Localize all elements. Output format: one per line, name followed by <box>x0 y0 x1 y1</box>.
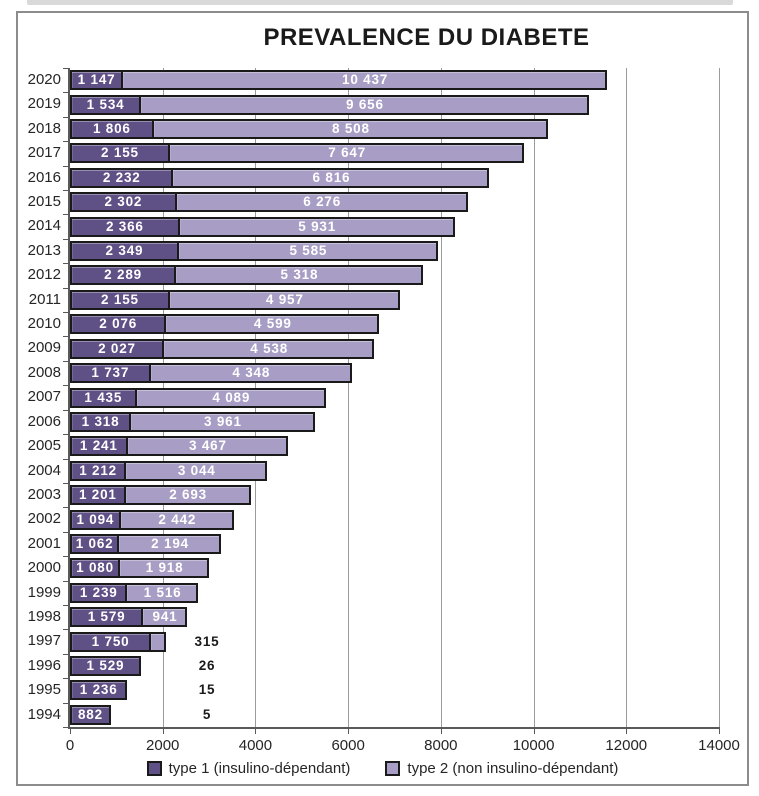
y-axis-tick <box>63 581 69 582</box>
y-axis-tick <box>63 459 69 460</box>
bar-value-type2-2000: 1 918 <box>145 560 184 576</box>
y-axis-label-2007: 2007 <box>27 388 61 406</box>
bar-value-type1-1998: 1 579 <box>87 609 126 625</box>
y-axis-label-1997: 1997 <box>27 632 61 650</box>
y-axis-tick <box>63 507 69 508</box>
y-axis-tick <box>63 68 69 69</box>
window-edge-strip <box>27 0 733 5</box>
y-axis-tick <box>63 361 69 362</box>
bar-value-type1-2011: 2 155 <box>101 291 139 307</box>
gridline-10000 <box>534 68 535 727</box>
bar-value-type1-2018: 1 806 <box>92 121 131 137</box>
bar-value-type1-2016: 2 232 <box>102 169 141 185</box>
bar-value-type2-2006: 3 961 <box>204 413 242 429</box>
bar-value-type1-2019: 1 534 <box>86 96 125 112</box>
legend-label-type1: type 1 (insulino-dépendant) <box>168 760 351 777</box>
bar-value-type2-2002: 2 442 <box>158 511 197 527</box>
x-axis-line <box>68 727 720 729</box>
bar-value-type1-1997: 1 750 <box>91 633 130 649</box>
bar-value-type2-2020: 10 437 <box>342 72 389 88</box>
x-axis-tick-10000 <box>534 729 535 734</box>
bar-value-type1-2017: 2 155 <box>101 145 139 161</box>
x-axis-tick-14000 <box>719 729 720 734</box>
chart-legend <box>18 760 747 777</box>
bar-value-type2-2013: 5 585 <box>289 243 328 259</box>
type1-color-swatch-icon <box>147 761 162 776</box>
y-axis-label-1994: 1994 <box>27 705 61 723</box>
y-axis-tick <box>63 654 69 655</box>
bar-value-type1-2014: 2 366 <box>105 218 144 234</box>
y-axis-tick <box>63 239 69 240</box>
bar-value-type1-2000: 1 080 <box>76 560 114 576</box>
bar-value-type1-1994: 882 <box>77 706 103 722</box>
bar-value-type1-2007: 1 435 <box>84 389 123 405</box>
plot-area <box>27 68 740 754</box>
y-axis-tick <box>63 727 69 728</box>
y-axis-label-2019: 2019 <box>27 95 61 113</box>
y-axis-tick <box>63 410 69 411</box>
bar-value-type1-2009: 2 027 <box>98 340 136 356</box>
bar-value-type2-1994: 5 <box>202 706 212 722</box>
y-axis-tick <box>63 678 69 679</box>
x-axis-label-6000: 6000 <box>331 737 365 754</box>
x-axis-label-10000: 10000 <box>512 737 555 754</box>
y-axis-tick <box>63 336 69 337</box>
bar-value-type2-2008: 4 348 <box>232 365 271 381</box>
y-axis-label-2006: 2006 <box>27 412 61 430</box>
bar-value-type2-2018: 8 508 <box>332 121 370 137</box>
bar-value-type1-2013: 2 349 <box>105 243 144 259</box>
bar-value-type2-2005: 3 467 <box>188 438 227 454</box>
y-axis-label-2010: 2010 <box>27 315 61 333</box>
y-axis-tick <box>63 434 69 435</box>
y-axis-tick <box>63 288 69 289</box>
bar-value-type1-2001: 1 062 <box>75 535 114 551</box>
chart-figure <box>16 11 749 786</box>
x-axis-tick-8000 <box>441 729 442 734</box>
legend-label-type2: type 2 (non insulino-dépendant) <box>407 760 619 777</box>
x-axis-label-12000: 12000 <box>605 737 648 754</box>
x-axis-label-4000: 4000 <box>238 737 273 754</box>
x-axis-tick-4000 <box>255 729 256 734</box>
y-axis-label-1998: 1998 <box>27 607 61 625</box>
y-axis-label-2011: 2011 <box>28 290 61 308</box>
y-axis-tick <box>63 703 69 704</box>
bar-value-type1-2010: 2 076 <box>99 316 138 332</box>
y-axis-tick <box>63 385 69 386</box>
bar-value-type2-2009: 4 538 <box>250 340 289 356</box>
y-axis-label-2001: 2001 <box>27 534 61 552</box>
x-axis-label-2000: 2000 <box>146 737 180 754</box>
bar-value-type2-2015: 6 276 <box>303 194 342 210</box>
y-axis-label-2003: 2003 <box>27 485 61 503</box>
bar-value-type2-2019: 9 656 <box>346 96 384 112</box>
x-axis-tick-12000 <box>626 729 627 734</box>
y-axis-tick <box>63 263 69 264</box>
bar-value-type1-2004: 1 212 <box>79 462 117 478</box>
y-axis-tick <box>63 92 69 93</box>
y-axis-tick <box>63 190 69 191</box>
y-axis-label-2017: 2017 <box>27 144 61 162</box>
bar-value-type1-1995: 1 236 <box>79 682 118 698</box>
bar-value-type2-2007: 4 089 <box>212 389 251 405</box>
y-axis-tick <box>63 532 69 533</box>
y-axis-tick <box>63 629 69 630</box>
bar-value-type2-2012: 5 318 <box>280 267 319 283</box>
bar-value-type1-2003: 1 201 <box>78 487 117 503</box>
bar-value-type2-1998: 941 <box>152 609 178 625</box>
y-axis-tick <box>63 214 69 215</box>
y-axis-label-1996: 1996 <box>27 656 61 674</box>
bar-value-type1-2020: 1 147 <box>77 72 116 88</box>
bar-value-type1-2002: 1 094 <box>76 511 115 527</box>
gridline-12000 <box>626 68 627 727</box>
y-axis-label-2005: 2005 <box>27 437 61 455</box>
bar-value-type2-2004: 3 044 <box>177 462 216 478</box>
bar-value-type2-1996: 26 <box>198 657 216 673</box>
y-axis-label-2018: 2018 <box>27 119 61 137</box>
bar-value-type2-2016: 6 816 <box>312 169 351 185</box>
y-axis-tick <box>63 556 69 557</box>
legend-item-type1 <box>147 760 351 777</box>
x-axis-label-8000: 8000 <box>424 737 458 754</box>
chart-title: PREVALENCE DU DIABETE <box>263 24 590 51</box>
y-axis-label-2020: 2020 <box>27 71 61 88</box>
bar-value-type2-1997: 315 <box>194 633 220 649</box>
gridline-14000 <box>719 68 720 727</box>
y-axis-label-2002: 2002 <box>27 510 61 528</box>
y-axis-tick <box>63 117 69 118</box>
bar-value-type1-1999: 1 239 <box>79 584 118 600</box>
bar-value-type2-2017: 7 647 <box>328 145 367 161</box>
x-axis-tick-2000 <box>163 729 164 734</box>
y-axis-label-2014: 2014 <box>27 217 61 235</box>
bar-segment-type2-1997 <box>149 632 166 652</box>
x-axis-label-0: 0 <box>65 737 75 754</box>
y-axis-label-2000: 2000 <box>27 559 61 577</box>
y-axis-label-2015: 2015 <box>27 193 61 211</box>
y-axis-label-2012: 2012 <box>27 266 61 284</box>
y-axis-tick <box>63 483 69 484</box>
bar-value-type2-2010: 4 599 <box>253 316 292 332</box>
y-axis-tick <box>63 312 69 313</box>
y-axis-label-1995: 1995 <box>27 681 61 699</box>
y-axis-label-2013: 2013 <box>27 241 61 259</box>
bar-value-type1-2006: 1 318 <box>81 413 120 429</box>
legend-item-type2 <box>385 760 618 777</box>
bar-value-type1-2015: 2 302 <box>104 194 143 210</box>
y-axis-label-2004: 2004 <box>27 461 61 479</box>
y-axis-label-2008: 2008 <box>27 363 61 381</box>
bar-value-type1-2012: 2 289 <box>104 267 142 283</box>
y-axis-label-2009: 2009 <box>27 339 61 357</box>
y-axis-label-2016: 2016 <box>27 168 61 186</box>
bar-value-type2-2003: 2 693 <box>169 487 207 503</box>
x-axis-tick-0 <box>70 729 71 734</box>
bar-value-type2-2011: 4 957 <box>265 291 304 307</box>
y-axis-tick <box>63 166 69 167</box>
bar-value-type2-1999: 1 516 <box>143 584 182 600</box>
bar-value-type2-2001: 2 194 <box>151 535 189 551</box>
y-axis-tick <box>63 141 69 142</box>
x-axis-label-14000: 14000 <box>698 737 740 754</box>
bar-value-type2-1995: 15 <box>198 682 216 698</box>
type2-color-swatch-icon <box>385 761 400 776</box>
y-axis-tick <box>63 605 69 606</box>
bar-value-type2-2014: 5 931 <box>298 218 337 234</box>
bar-value-type1-2005: 1 241 <box>79 438 118 454</box>
bar-value-type1-1996: 1 529 <box>86 657 125 673</box>
x-axis-tick-6000 <box>348 729 349 734</box>
bar-value-type1-2008: 1 737 <box>91 365 130 381</box>
y-axis-label-1999: 1999 <box>27 583 61 601</box>
